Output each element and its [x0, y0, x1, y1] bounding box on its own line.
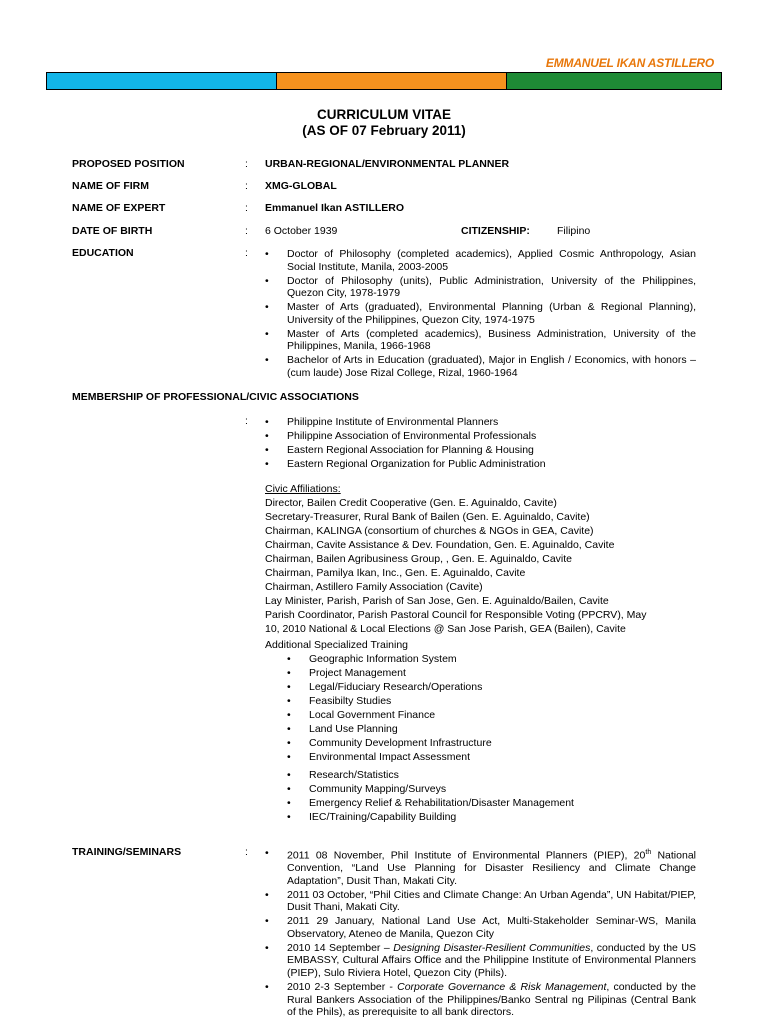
colon: :: [245, 247, 248, 259]
value-name-of-expert: Emmanuel Ikan ASTILLERO: [265, 202, 405, 214]
civic-line: Chairman, Bailen Agribusiness Group, , Gen. E. Aguinaldo, Cavite: [265, 553, 573, 565]
civic-affiliations: [265, 482, 705, 636]
list-item: [265, 942, 696, 980]
bar-segment-orange: [276, 73, 506, 89]
list-item: • Emergency Relief & Rehabilitation/Disaster Management: [287, 796, 697, 810]
document-title: CURRICULUM VITAE: [317, 107, 451, 122]
list-item: • IEC/Training/Capability Building: [287, 810, 697, 824]
list-item: • 2011 29 January, National Land Use Act, Multi-Stakeholder Seminar-WS, Manila Observatory, Ateneo de Manila, Quezon City: [265, 915, 696, 940]
civic-heading: Civic Affiliations:: [265, 483, 341, 495]
list-item: • Community Mapping/Surveys: [287, 782, 697, 796]
header-color-bar: [46, 72, 722, 90]
seminar-text: 2011 08 November, Phil Institute of Environmental Planners (PIEP), 20: [287, 849, 646, 862]
civic-line: Parish Coordinator, Parish Pastoral Council for Responsible Voting (PPCRV), May: [265, 609, 647, 621]
list-item: • Land Use Planning: [287, 722, 697, 736]
colon: :: [245, 180, 248, 192]
value-date-of-birth: 6 October 1939: [265, 225, 338, 237]
label-date-of-birth: DATE OF BIRTH: [72, 225, 153, 237]
colon: :: [245, 202, 248, 214]
list-item: • Master of Arts (graduated), Environmental Planning (Urban & Regional Planning), University of the Philippines, Quezon City, 1974-1975: [265, 301, 696, 326]
list-item: • Master of Arts (completed academics), Business Administration, University of the Philippines, Manila, 1966-1968: [265, 328, 696, 353]
civic-line: 10, 2010 National & Local Elections @ San Jose Parish, GEA (Bailen), Cavite: [265, 623, 626, 635]
list-item: [265, 981, 696, 1019]
list-item: • Doctor of Philosophy (completed academics), Applied Cosmic Anthropology, Asian Social Institute, Manila, 2003-2005: [265, 248, 696, 273]
bar-segment-green: [506, 73, 721, 89]
list-item: • Community Development Infrastructure: [287, 736, 697, 750]
list-item: • Geographic Information System: [287, 652, 697, 666]
civic-line: Lay Minister, Parish, Parish of San Jose, Gen. E. Aguinaldo/Bailen, Cavite: [265, 595, 609, 607]
list-item: • Philippine Association of Environmental Professionals: [265, 429, 696, 443]
seminars-list: [265, 847, 696, 1020]
list-item: • Project Management: [287, 666, 697, 680]
superscript: th: [645, 849, 652, 856]
label-proposed-position: PROPOSED POSITION: [72, 158, 185, 170]
seminar-text: 2010 2-3 September -: [287, 981, 398, 993]
colon: :: [245, 846, 248, 858]
value-name-of-firm: XMG-GLOBAL: [265, 180, 337, 192]
list-item: • Environmental Impact Assessment: [287, 750, 697, 764]
document-subtitle: (AS OF 07 February 2011): [302, 123, 466, 138]
colon: :: [245, 415, 248, 427]
colon: :: [245, 158, 248, 170]
list-item: • Eastern Regional Association for Planning & Housing: [265, 443, 696, 457]
value-citizenship: Filipino: [557, 225, 591, 237]
list-item: • Local Government Finance: [287, 708, 697, 722]
list-item: [265, 847, 696, 887]
list-item: • Legal/Fiduciary Research/Operations: [287, 680, 697, 694]
civic-line: Director, Bailen Credit Cooperative (Gen. E. Aguinaldo, Cavite): [265, 497, 557, 509]
colon: :: [245, 225, 248, 237]
seminar-text: 2010 14 September –: [287, 941, 394, 954]
civic-line: Chairman, Pamilya Ikan, Inc., Gen. E. Aguinaldo, Cavite: [265, 567, 526, 579]
seminar-text: National Convention, “Land Use Planning for Disaster Resiliency and Climate Change Adaptation”, Dusit Than, Makati City.: [287, 849, 696, 887]
list-item: • Philippine Institute of Environmental Planners: [265, 415, 696, 429]
value-proposed-position: URBAN-REGIONAL/ENVIRONMENTAL PLANNER: [265, 158, 510, 170]
label-name-of-firm: NAME OF FIRM: [72, 180, 149, 192]
list-item: • Research/Statistics: [287, 768, 697, 782]
civic-line: Chairman, Cavite Assistance & Dev. Foundation, Gen. E. Aguinaldo, Cavite: [265, 539, 615, 551]
label-education: EDUCATION: [72, 247, 134, 259]
membership-list: [265, 415, 696, 471]
civic-line: Secretary-Treasurer, Rural Bank of Bailen (Gen. E. Aguinaldo, Cavite): [265, 511, 590, 523]
civic-line: Chairman, KALINGA (consortium of churches & NGOs in GEA, Cavite): [265, 525, 594, 537]
civic-line: Chairman, Astillero Family Association (Cavite): [265, 581, 483, 593]
list-item: • Feasibilty Studies: [287, 694, 697, 708]
list-item: • Doctor of Philosophy (units), Public Administration, University of the Philippines, Quezon City, 1978-1979: [265, 275, 696, 300]
list-item: • 2011 03 October, “Phil Cities and Climate Change: An Urban Agenda”, UN Habitat/PIEP, Dusit Thani, Makati City.: [265, 889, 696, 914]
membership-heading: MEMBERSHIP OF PROFESSIONAL/CIVIC ASSOCIATIONS: [72, 391, 359, 403]
education-list: [265, 248, 696, 381]
training-heading: Additional Specialized Training: [265, 639, 409, 651]
label-training-seminars: TRAINING/SEMINARS: [72, 846, 182, 858]
label-citizenship: CITIZENSHIP:: [461, 225, 530, 237]
header-name: EMMANUEL IKAN ASTILLERO: [545, 56, 714, 70]
seminar-text: , conducted by the Rural Bankers Association of the Philippines/Banko Sentral ng Pilipinas (Central Bank of the Phils), as prerequisite to all bank directors.: [287, 981, 697, 1019]
list-item: • Eastern Regional Organization for Public Administration: [265, 457, 696, 471]
seminar-title: Corporate Governance & Risk Management: [397, 981, 607, 993]
label-name-of-expert: NAME OF EXPERT: [72, 202, 166, 214]
seminar-text: , conducted by the US EMBASSY, Cultural Affairs Office and the Philippine Institute of Environmental Planners (PIEP), Sulo Riviera Hotel, Quezon City (Phils).: [287, 941, 696, 980]
seminar-title: Designing Disaster-Resilient Communities: [393, 941, 591, 954]
list-item: • Bachelor of Arts in Education (graduated), Major in English / Economics, with honors – (cum laude) Jose Rizal College, Rizal, 1960-1964: [265, 354, 696, 379]
bar-segment-blue: [47, 73, 276, 89]
training-list: [287, 652, 697, 824]
